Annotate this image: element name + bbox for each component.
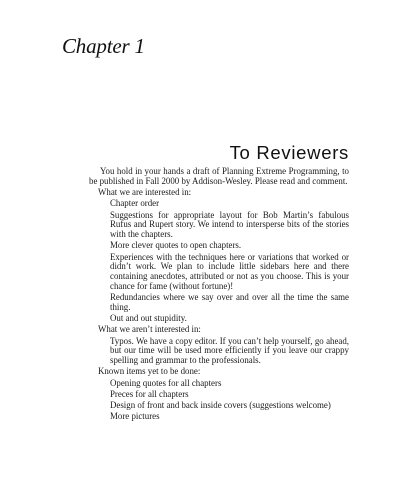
chapter-label: Chapter 1 — [62, 34, 145, 58]
not-interested-section — [89, 325, 349, 366]
body-text — [89, 167, 349, 424]
interested-item-quotes: More clever quotes to open chapters. — [110, 240, 242, 251]
todo-item-covers: Design of front and back inside covers (suggestions welcome) — [110, 400, 331, 410]
todo-item-opening-quotes: Opening quotes for all chapters — [110, 377, 222, 388]
interested-item-layout: Suggestions for appropriate layout for Bob Martin’s fabulous Rufus and Rupert story. We intend to intersperse bits of the stories with the chapters. — [110, 209, 349, 239]
intro-paragraph: You hold in your hands a draft of Planning Extreme Programming, to be published in Fall 2000 by Addison-Wesley. Please read and comment. — [89, 166, 349, 186]
todo-heading: Known items yet to be done: — [98, 366, 201, 377]
todo-item-preces: Preces for all chapters — [110, 388, 189, 399]
not-interested-item-typos: Typos. We have a copy editor. If you can’t help yourself, go ahead, but our time will be used more efficiently if you leave our crappy spelling and grammar to the professionals. — [110, 335, 349, 365]
interested-item-chapter-order: Chapter order — [110, 198, 160, 209]
todo-section — [89, 367, 349, 422]
todo-item-pictures: More pictures — [110, 411, 160, 422]
interested-heading: What we are interested in: — [98, 187, 192, 197]
interested-item-stupidity: Out and out stupidity. — [110, 313, 187, 323]
not-interested-heading: What we aren’t interested in: — [98, 324, 201, 335]
section-title: To Reviewers — [229, 142, 349, 163]
interested-item-experiences: Experiences with the techniques here or variations that worked or didn’t work. We plan to include little sidebars here and there containing anecdotes, attributed or not as you choose. This is your chance for fame (without fortune)! — [110, 251, 349, 291]
interested-section — [89, 188, 349, 324]
interested-item-redundancies: Redundancies where we say over and over all the time the same thing. — [110, 292, 349, 312]
